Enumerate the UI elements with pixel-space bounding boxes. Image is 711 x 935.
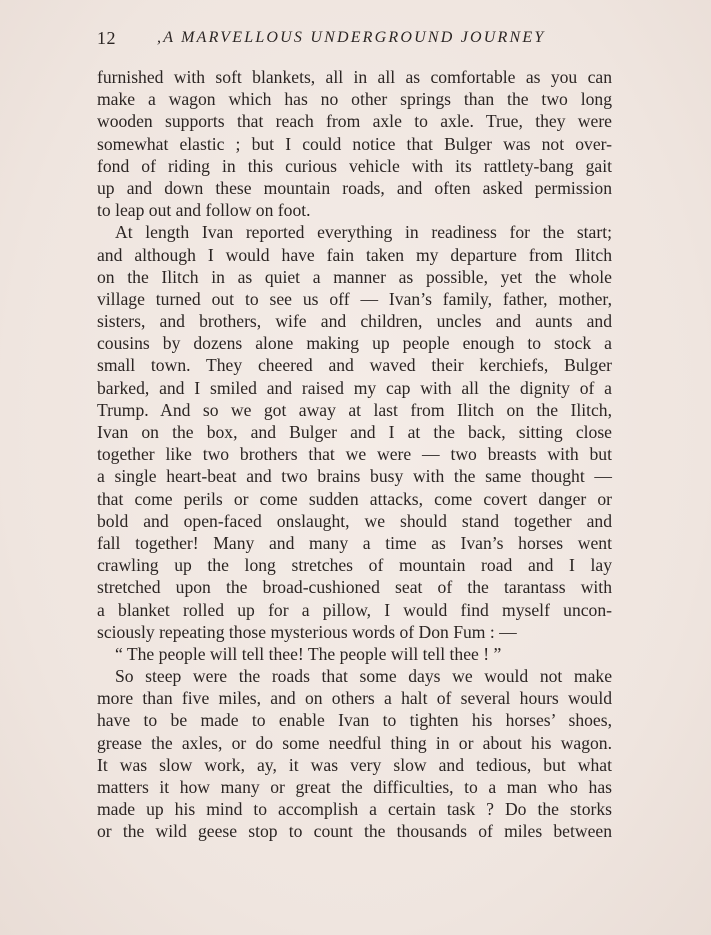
text-line: on the Ilitch in as quiet a manner as possible, yet the whole: [97, 266, 612, 287]
text-line: or the wild geese stop to count the thousands of miles between: [97, 821, 612, 842]
running-head: [97, 28, 617, 50]
text-line: make a wagon which has no other springs than the two long: [97, 89, 612, 110]
text-line: crawling up the long stretches of mountain road and I lay: [97, 555, 612, 576]
text-line: to leap out and follow on foot.: [97, 200, 311, 221]
text-line: have to be made to enable Ivan to tighten his horses’ shoes,: [97, 710, 612, 731]
running-title: ,A MARVELLOUS UNDERGROUND JOURNEY: [157, 29, 546, 46]
text-line: together like two brothers that we were — two breasts with but: [97, 444, 612, 465]
text-line: fond of riding in this curious vehicle with its rattlety-bang gait: [97, 155, 612, 176]
page-number: 12: [97, 28, 116, 48]
text-line: It was slow work, ay, it was very slow and tedious, but what: [97, 754, 612, 775]
text-line: cousins by dozens alone making up people enough to stock a: [97, 333, 612, 354]
text-line: small town. They cheered and waved their kerchiefs, Bulger: [97, 355, 612, 376]
body-text: [97, 66, 612, 843]
text-line: a blanket rolled up for a pillow, I would find myself uncon-: [97, 599, 612, 620]
text-line: more than five miles, and on others a halt of several hours would: [97, 688, 612, 709]
text-line: barked, and I smiled and raised my cap with all the dignity of a: [97, 377, 612, 398]
text-line: grease the axles, or do some needful thing in or about his wagon.: [97, 732, 612, 753]
text-line: that come perils or come sudden attacks, come covert danger or: [97, 488, 612, 509]
text-line: stretched upon the broad-cushioned seat of the tarantass with: [97, 577, 612, 598]
text-line: up and down these mountain roads, and often asked permission: [97, 177, 612, 198]
text-line: matters it how many or great the difficulties, to a man who has: [97, 777, 612, 797]
text-line: village turned out to see us off — Ivan’s family, father, mother,: [97, 288, 612, 309]
text-line: and although I would have fain taken my departure from Ilitch: [97, 244, 612, 265]
text-line: Trump. And so we got away at last from Ilitch on the Ilitch,: [97, 399, 612, 420]
text-line: Ivan on the box, and Bulger and I at the back, sitting close: [97, 422, 612, 442]
text-line: somewhat elastic ; but I could notice that Bulger was not over-: [97, 133, 612, 154]
text-line: made up his mind to accomplish a certain task ? Do the storks: [97, 799, 612, 820]
text-line: At length Ivan reported everything in readiness for the start;: [115, 222, 612, 243]
text-line: sciously repeating those mysterious words of Don Fum : —: [97, 621, 517, 642]
text-line: furnished with soft blankets, all in all as comfortable as you can: [97, 67, 612, 87]
text-line: sisters, and brothers, wife and children, uncles and aunts and: [97, 311, 612, 332]
text-line: bold and open-faced onslaught, we should stand together and: [97, 510, 612, 531]
text-line: wooden supports that reach from axle to axle. True, they were: [97, 111, 612, 132]
text-line: a single heart-beat and two brains busy with the same thought —: [97, 466, 612, 487]
text-line: fall together! Many and many a time as Ivan’s horses went: [97, 532, 612, 553]
text-line: So steep were the roads that some days we would not make: [115, 666, 612, 687]
text-line: “ The people will tell thee! The people will tell thee ! ”: [115, 643, 502, 664]
